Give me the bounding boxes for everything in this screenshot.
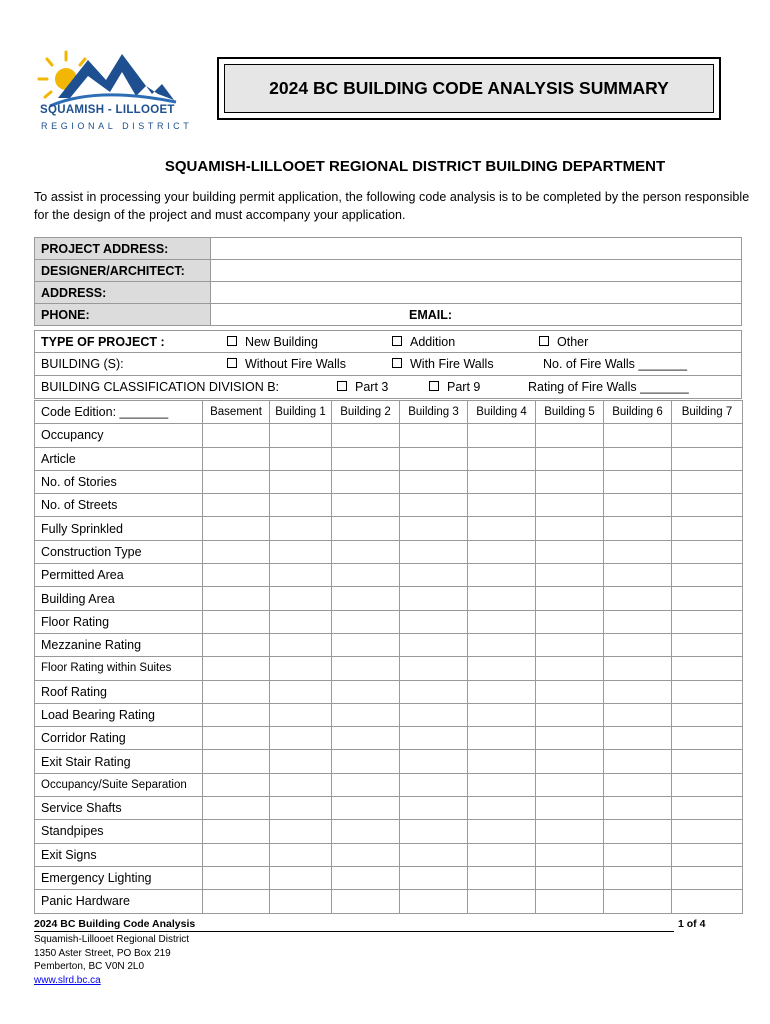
grid-cell[interactable] [672, 750, 743, 773]
classification-row [34, 376, 742, 399]
grid-cell[interactable] [400, 447, 468, 470]
grid-cell[interactable] [203, 564, 270, 587]
buildings-label: BUILDING (S): [41, 357, 124, 371]
grid-cell[interactable] [604, 727, 672, 750]
grid-cell[interactable] [536, 587, 604, 610]
table-row [35, 773, 743, 796]
project-address-field[interactable] [211, 238, 742, 260]
grid-cell[interactable] [672, 866, 743, 889]
grid-cell[interactable] [604, 470, 672, 493]
grid-cell[interactable] [468, 727, 536, 750]
page-title: 2024 BC BUILDING CODE ANALYSIS SUMMARY [269, 78, 669, 98]
grid-cell[interactable] [468, 866, 536, 889]
logo-subname: REGIONAL DISTRICT [41, 121, 193, 131]
grid-cell[interactable] [203, 890, 270, 913]
row-label: Floor Rating [35, 610, 203, 633]
grid-cell[interactable] [270, 633, 332, 656]
grid-cell[interactable] [604, 680, 672, 703]
logo-name: SQUAMISH - LILLOOET [40, 104, 175, 116]
table-row [35, 517, 743, 540]
grid-cell[interactable] [468, 657, 536, 680]
grid-cell[interactable] [604, 587, 672, 610]
grid-cell[interactable] [400, 587, 468, 610]
table-row [35, 447, 743, 470]
grid-cell[interactable] [672, 820, 743, 843]
grid-cell[interactable] [270, 703, 332, 726]
code-edition-field[interactable]: Code Edition: _______ [35, 401, 203, 424]
option-new-building[interactable]: New Building [227, 335, 318, 349]
grid-cell[interactable] [468, 750, 536, 773]
grid-cell[interactable] [270, 820, 332, 843]
grid-cell[interactable] [672, 564, 743, 587]
grid-cell[interactable] [203, 843, 270, 866]
grid-cell[interactable] [400, 564, 468, 587]
grid-cell[interactable] [332, 517, 400, 540]
grid-cell[interactable] [203, 494, 270, 517]
grid-cell[interactable] [400, 494, 468, 517]
phone-label: PHONE: [35, 304, 211, 326]
intro-text: To assist in processing your building permit application, the following code analysis is to be completed by the person responsible for the design of the project and must accompany your application. [34, 190, 750, 222]
grid-cell[interactable] [468, 447, 536, 470]
grid-cell[interactable] [672, 587, 743, 610]
grid-cell[interactable] [604, 564, 672, 587]
table-row [35, 703, 743, 726]
designer-label: DESIGNER/ARCHITECT: [35, 260, 211, 282]
grid-cell[interactable] [672, 727, 743, 750]
table-row [35, 470, 743, 493]
grid-cell[interactable] [672, 517, 743, 540]
checkbox-icon[interactable] [429, 381, 439, 391]
grid-cell[interactable] [672, 703, 743, 726]
grid-cell[interactable] [400, 750, 468, 773]
column-header: Building 2 [332, 401, 400, 424]
code-analysis-grid [34, 400, 743, 914]
website-link[interactable]: www.slrd.bc.ca [34, 974, 101, 986]
grid-cell[interactable] [468, 587, 536, 610]
address-field[interactable] [211, 282, 742, 304]
grid-cell[interactable] [270, 587, 332, 610]
row-label: Building Area [35, 587, 203, 610]
grid-cell[interactable] [536, 447, 604, 470]
checkbox-icon[interactable] [337, 381, 347, 391]
column-header: Building 6 [604, 401, 672, 424]
grid-cell[interactable] [536, 727, 604, 750]
grid-cell[interactable] [203, 424, 270, 447]
grid-cell[interactable] [332, 703, 400, 726]
checkbox-icon[interactable] [227, 336, 237, 346]
grid-cell[interactable] [604, 540, 672, 563]
option-without-fire-walls[interactable]: Without Fire Walls [227, 357, 346, 371]
buildings-row [34, 353, 742, 376]
grid-cell[interactable] [468, 517, 536, 540]
grid-cell[interactable] [203, 517, 270, 540]
grid-cell[interactable] [270, 447, 332, 470]
grid-cell[interactable] [270, 494, 332, 517]
column-header: Building 5 [536, 401, 604, 424]
address-label: ADDRESS: [35, 282, 211, 304]
grid-cell[interactable] [400, 680, 468, 703]
row-label: Exit Signs [35, 843, 203, 866]
grid-cell[interactable] [672, 424, 743, 447]
grid-cell[interactable] [536, 564, 604, 587]
grid-cell[interactable] [203, 866, 270, 889]
email-label: EMAIL: [409, 307, 453, 322]
grid-cell[interactable] [536, 773, 604, 796]
grid-cell[interactable] [332, 633, 400, 656]
grid-cell[interactable] [332, 564, 400, 587]
table-row [35, 680, 743, 703]
row-label: Article [35, 447, 203, 470]
grid-cell[interactable] [203, 447, 270, 470]
row-label: No. of Streets [35, 494, 203, 517]
grid-cell[interactable] [332, 540, 400, 563]
grid-cell[interactable] [400, 703, 468, 726]
grid-cell[interactable] [468, 494, 536, 517]
table-row [35, 587, 743, 610]
table-row [35, 564, 743, 587]
grid-cell[interactable] [332, 657, 400, 680]
grid-cell[interactable] [468, 890, 536, 913]
grid-cell[interactable] [604, 633, 672, 656]
grid-cell[interactable] [468, 470, 536, 493]
grid-cell[interactable] [604, 517, 672, 540]
row-label: Service Shafts [35, 797, 203, 820]
grid-cell[interactable] [203, 540, 270, 563]
column-header: Building 3 [400, 401, 468, 424]
grid-cell[interactable] [203, 680, 270, 703]
phone-email-field[interactable] [211, 304, 742, 326]
checkbox-icon[interactable] [392, 358, 402, 368]
fire-walls-rating[interactable]: Rating of Fire Walls _______ [528, 380, 689, 394]
grid-cell[interactable] [604, 797, 672, 820]
grid-cell[interactable] [604, 610, 672, 633]
row-label: Occupancy [35, 424, 203, 447]
grid-cell[interactable] [332, 610, 400, 633]
grid-cell[interactable] [332, 447, 400, 470]
footer-divider [34, 931, 674, 932]
option-with-fire-walls[interactable]: With Fire Walls [392, 357, 494, 371]
grid-cell[interactable] [604, 820, 672, 843]
table-row [35, 820, 743, 843]
grid-cell[interactable] [536, 657, 604, 680]
page-number: 1 of 4 [678, 918, 706, 930]
grid-cell[interactable] [672, 470, 743, 493]
footer-title: 2024 BC Building Code Analysis [34, 918, 196, 930]
checkbox-icon[interactable] [392, 336, 402, 346]
grid-cell[interactable] [270, 657, 332, 680]
grid-cell[interactable] [270, 424, 332, 447]
column-header: Building 4 [468, 401, 536, 424]
option-addition[interactable]: Addition [392, 335, 455, 349]
grid-cell[interactable] [400, 843, 468, 866]
grid-cell[interactable] [203, 657, 270, 680]
grid-cell[interactable] [468, 773, 536, 796]
option-part-9[interactable]: Part 9 [429, 380, 480, 394]
grid-cell[interactable] [270, 680, 332, 703]
row-label: Floor Rating within Suites [35, 657, 203, 680]
grid-cell[interactable] [332, 820, 400, 843]
grid-cell[interactable] [604, 424, 672, 447]
grid-header-row [35, 401, 743, 424]
grid-cell[interactable] [332, 494, 400, 517]
grid-cell[interactable] [400, 866, 468, 889]
grid-cell[interactable] [332, 866, 400, 889]
grid-cell[interactable] [332, 470, 400, 493]
column-header: Building 1 [270, 401, 332, 424]
column-header: Basement [203, 401, 270, 424]
designer-field[interactable] [211, 260, 742, 282]
grid-cell[interactable] [672, 843, 743, 866]
row-label: No. of Stories [35, 470, 203, 493]
option-other[interactable]: Other [539, 335, 588, 349]
grid-cell[interactable] [672, 447, 743, 470]
grid-cell[interactable] [468, 703, 536, 726]
table-row [35, 797, 743, 820]
grid-cell[interactable] [604, 494, 672, 517]
grid-cell[interactable] [332, 680, 400, 703]
grid-cell[interactable] [203, 820, 270, 843]
mountain-icon [58, 54, 174, 100]
grid-cell[interactable] [536, 890, 604, 913]
grid-cell[interactable] [332, 750, 400, 773]
grid-cell[interactable] [468, 680, 536, 703]
grid-cell[interactable] [672, 657, 743, 680]
grid-cell[interactable] [536, 540, 604, 563]
grid-cell[interactable] [604, 703, 672, 726]
grid-cell[interactable] [468, 610, 536, 633]
grid-cell[interactable] [536, 680, 604, 703]
grid-cell[interactable] [270, 750, 332, 773]
row-label: Corridor Rating [35, 727, 203, 750]
grid-cell[interactable] [468, 424, 536, 447]
grid-cell[interactable] [400, 470, 468, 493]
grid-cell[interactable] [270, 843, 332, 866]
grid-cell[interactable] [536, 820, 604, 843]
grid-cell[interactable] [604, 657, 672, 680]
grid-cell[interactable] [672, 890, 743, 913]
fire-walls-count[interactable]: No. of Fire Walls _______ [543, 357, 688, 371]
grid-cell[interactable] [536, 797, 604, 820]
grid-cell[interactable] [270, 610, 332, 633]
footer-org: Squamish-Lillooet Regional District [34, 934, 190, 945]
grid-cell[interactable] [400, 633, 468, 656]
grid-cell[interactable] [604, 750, 672, 773]
grid-cell[interactable] [203, 797, 270, 820]
grid-cell[interactable] [400, 424, 468, 447]
row-label: Mezzanine Rating [35, 633, 203, 656]
grid-cell[interactable] [400, 727, 468, 750]
grid-cell[interactable] [270, 517, 332, 540]
grid-cell[interactable] [203, 773, 270, 796]
table-row [35, 657, 743, 680]
row-label: Roof Rating [35, 680, 203, 703]
grid-cell[interactable] [400, 797, 468, 820]
grid-cell[interactable] [672, 610, 743, 633]
grid-cell[interactable] [536, 610, 604, 633]
grid-cell[interactable] [672, 680, 743, 703]
type-of-project-label: TYPE OF PROJECT : [41, 335, 165, 349]
grid-cell[interactable] [203, 633, 270, 656]
grid-cell[interactable] [604, 866, 672, 889]
checkbox-icon[interactable] [539, 336, 549, 346]
grid-cell[interactable] [332, 727, 400, 750]
grid-cell[interactable] [536, 494, 604, 517]
grid-cell[interactable] [672, 797, 743, 820]
grid-cell[interactable] [400, 610, 468, 633]
row-label: Permitted Area [35, 564, 203, 587]
grid-cell[interactable] [203, 750, 270, 773]
table-row [35, 727, 743, 750]
grid-cell[interactable] [604, 447, 672, 470]
grid-cell[interactable] [332, 424, 400, 447]
grid-cell[interactable] [536, 424, 604, 447]
grid-cell[interactable] [400, 517, 468, 540]
grid-cell[interactable] [203, 587, 270, 610]
row-label: Occupancy/Suite Separation [35, 773, 203, 796]
row-label: Fully Sprinkled [35, 517, 203, 540]
checkbox-icon[interactable] [227, 358, 237, 368]
grid-cell[interactable] [270, 470, 332, 493]
grid-cell[interactable] [332, 773, 400, 796]
grid-cell[interactable] [270, 727, 332, 750]
column-header: Building 7 [672, 401, 743, 424]
table-row [35, 633, 743, 656]
row-label: Emergency Lighting [35, 866, 203, 889]
table-row [35, 843, 743, 866]
grid-cell[interactable] [468, 797, 536, 820]
grid-cell[interactable] [536, 843, 604, 866]
grid-cell[interactable] [672, 773, 743, 796]
grid-cell[interactable] [536, 703, 604, 726]
grid-cell[interactable] [332, 797, 400, 820]
grid-cell[interactable] [270, 866, 332, 889]
table-row [35, 424, 743, 447]
grid-cell[interactable] [203, 470, 270, 493]
footer-street: 1350 Aster Street, PO Box 219 [34, 947, 171, 959]
grid-cell[interactable] [332, 843, 400, 866]
row-label: Exit Stair Rating [35, 750, 203, 773]
grid-cell[interactable] [604, 890, 672, 913]
grid-cell[interactable] [536, 750, 604, 773]
grid-cell[interactable] [400, 540, 468, 563]
row-label: Panic Hardware [35, 890, 203, 913]
table-row [35, 540, 743, 563]
grid-cell[interactable] [536, 866, 604, 889]
grid-cell[interactable] [672, 633, 743, 656]
type-of-project-row [34, 330, 742, 353]
grid-cell[interactable] [400, 820, 468, 843]
grid-cell[interactable] [203, 610, 270, 633]
classification-label: BUILDING CLASSIFICATION DIVISION B: [41, 380, 280, 394]
grid-cell[interactable] [270, 540, 332, 563]
grid-cell[interactable] [270, 797, 332, 820]
grid-cell[interactable] [536, 517, 604, 540]
grid-cell[interactable] [536, 633, 604, 656]
grid-cell[interactable] [203, 727, 270, 750]
row-label: Load Bearing Rating [35, 703, 203, 726]
grid-cell[interactable] [400, 890, 468, 913]
table-row [35, 890, 743, 913]
grid-cell[interactable] [270, 890, 332, 913]
row-label: Standpipes [35, 820, 203, 843]
grid-cell[interactable] [400, 773, 468, 796]
grid-cell[interactable] [468, 633, 536, 656]
grid-cell[interactable] [604, 843, 672, 866]
grid-cell[interactable] [270, 564, 332, 587]
footer-city: Pemberton, BC V0N 2L0 [34, 961, 145, 972]
option-part-3[interactable]: Part 3 [337, 380, 388, 394]
grid-cell[interactable] [332, 587, 400, 610]
grid-cell[interactable] [672, 494, 743, 517]
grid-cell[interactable] [672, 540, 743, 563]
project-info-table [34, 237, 742, 326]
table-row [35, 866, 743, 889]
table-row [35, 750, 743, 773]
table-row [35, 494, 743, 517]
grid-cell[interactable] [203, 703, 270, 726]
table-row [35, 610, 743, 633]
title-box [217, 57, 721, 120]
grid-cell[interactable] [468, 843, 536, 866]
grid-cell[interactable] [270, 773, 332, 796]
row-label: Construction Type [35, 540, 203, 563]
footer-address [34, 933, 189, 987]
department-heading: SQUAMISH-LILLOOET REGIONAL DISTRICT BUILDING DEPARTMENT [164, 158, 666, 175]
grid-cell[interactable] [604, 773, 672, 796]
grid-cell[interactable] [468, 820, 536, 843]
grid-cell[interactable] [468, 540, 536, 563]
grid-cell[interactable] [400, 657, 468, 680]
grid-cell[interactable] [536, 470, 604, 493]
grid-cell[interactable] [332, 890, 400, 913]
project-address-label: PROJECT ADDRESS: [35, 238, 211, 260]
grid-cell[interactable] [468, 564, 536, 587]
